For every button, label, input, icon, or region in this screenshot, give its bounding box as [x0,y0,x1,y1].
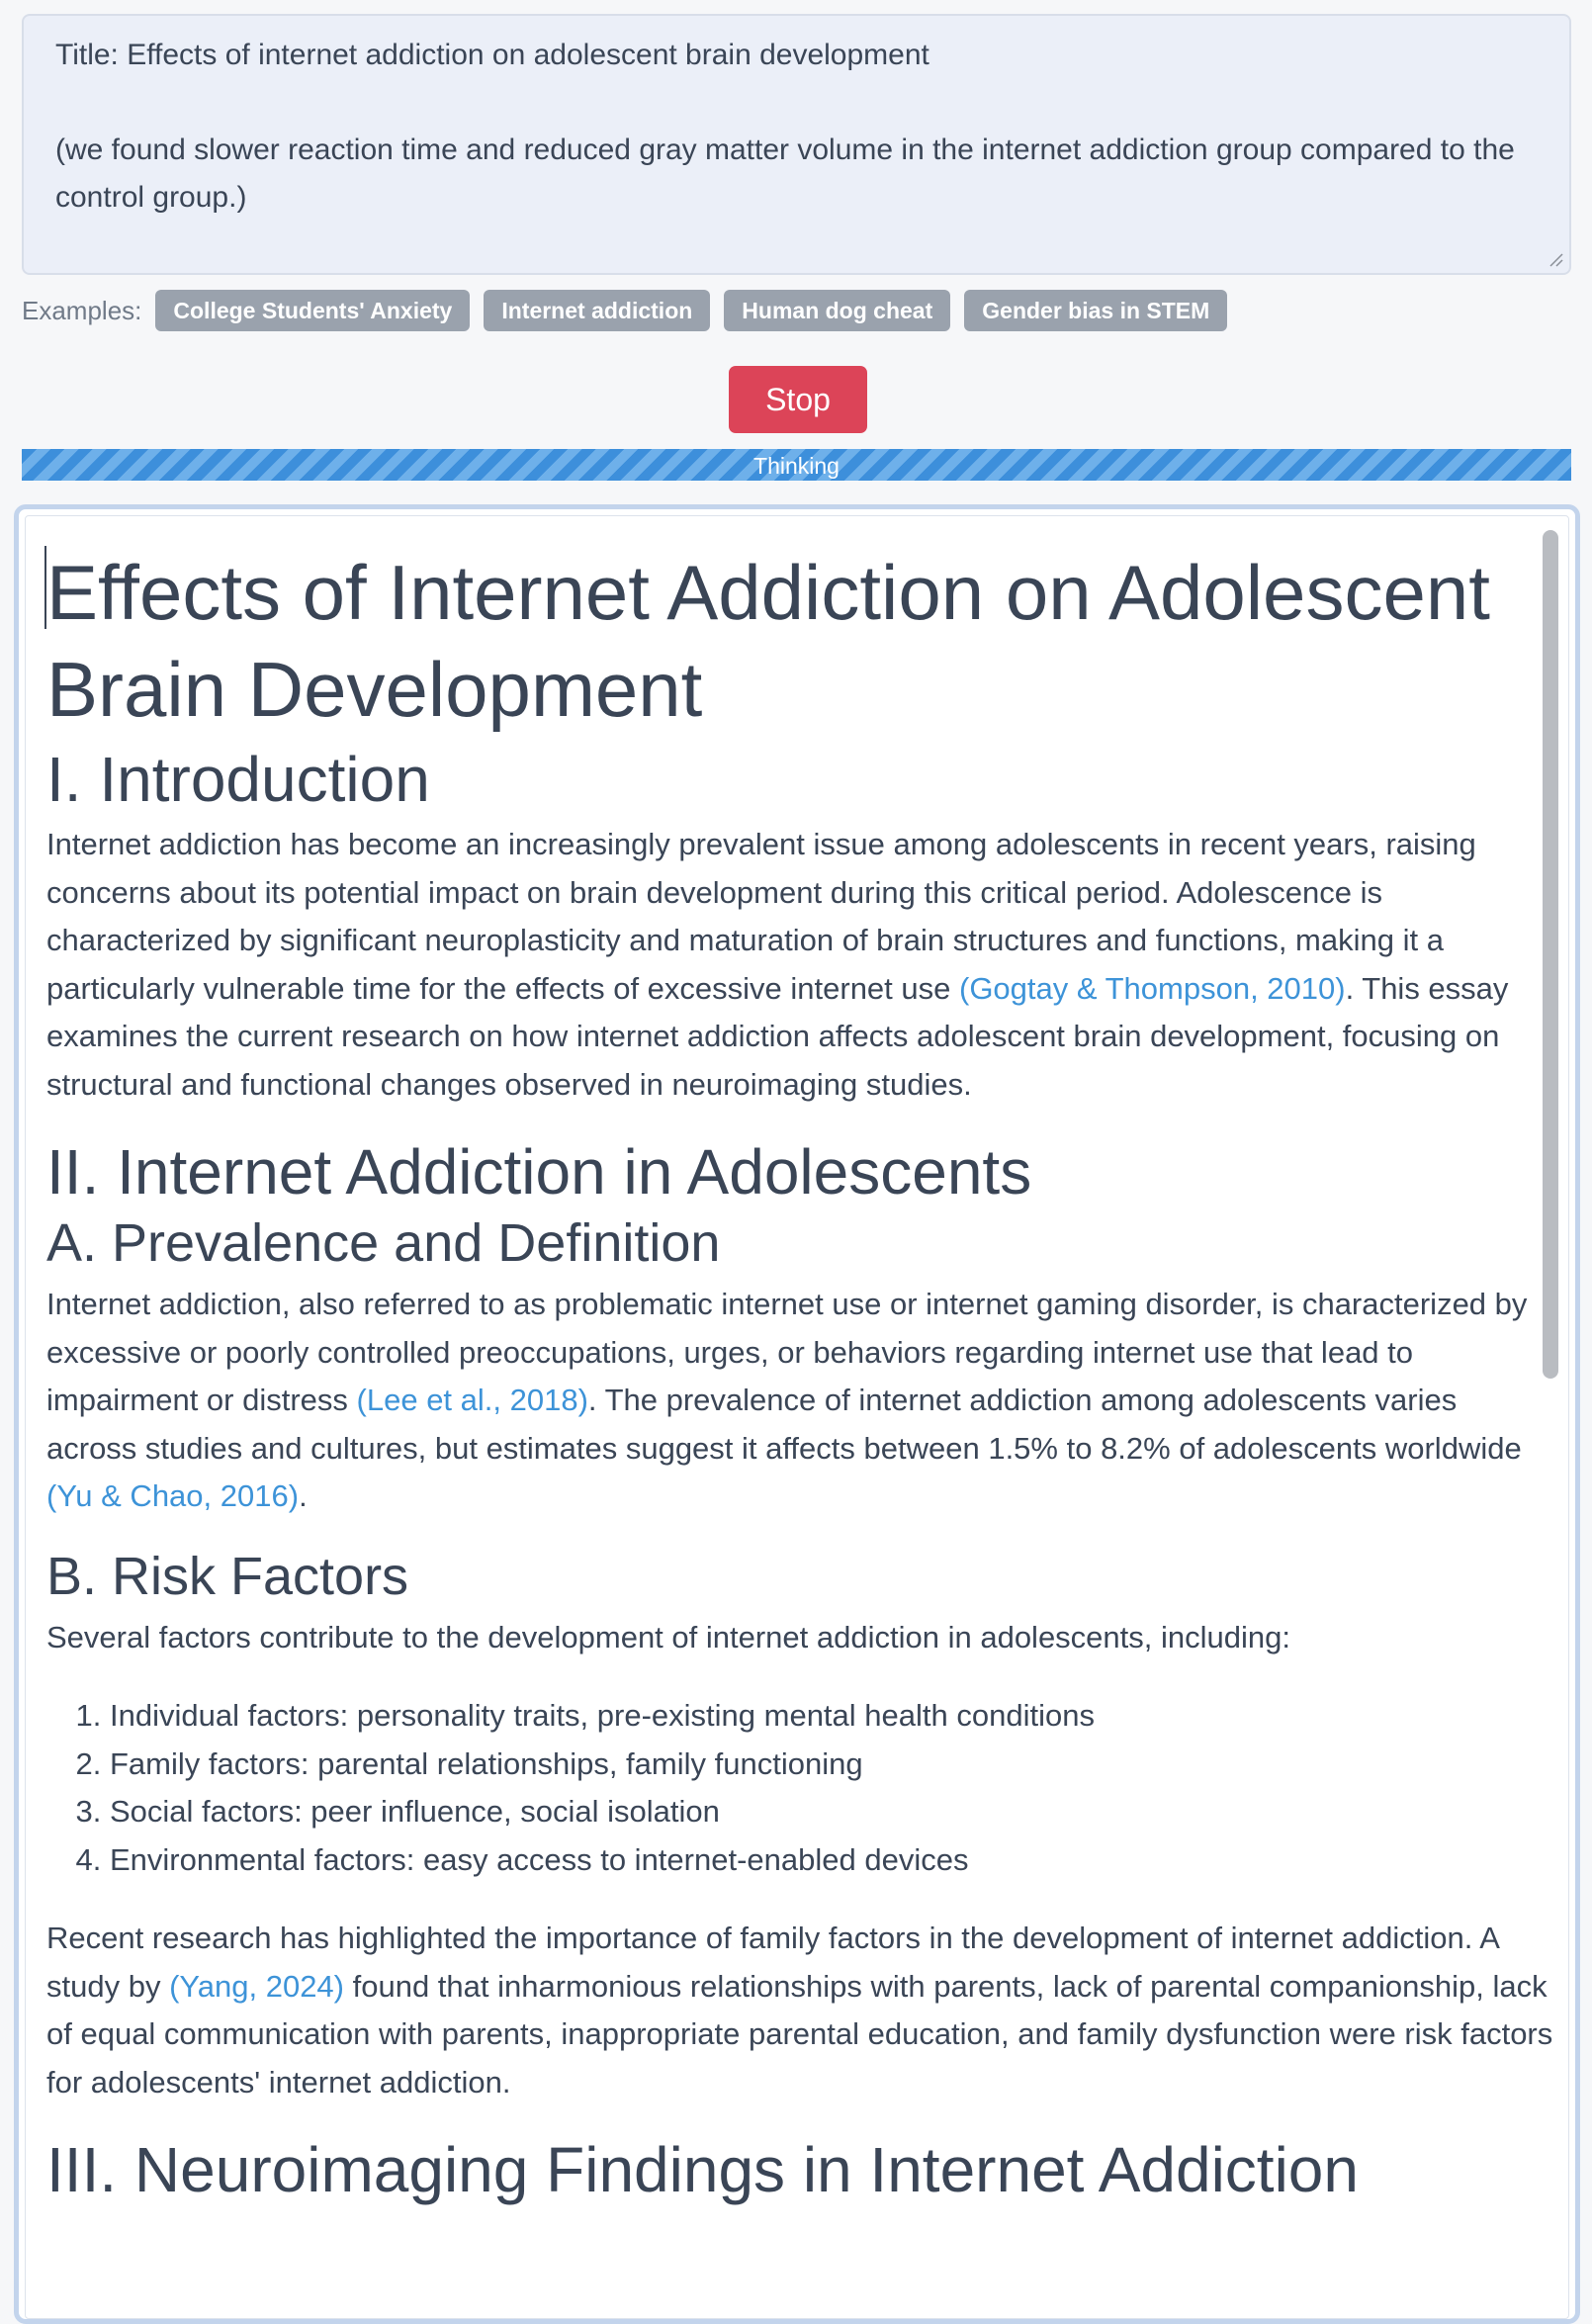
essay-title: Effects of Internet Addiction on Adolescent Brain Development [46,549,1490,733]
risk-intro: Several factors contribute to the development of internet addiction in adolescents, including: [46,1619,1290,1654]
list-item: 4. Environmental factors: easy access to internet-enabled devices [110,1836,1554,1885]
prevalence-text-1: Internet addiction, also referred to as problematic internet use or internet gaming disorder, is characterized by excessive or poorly controlled preoccupations, urges, or behaviors regarding internet use that lead to impairment or distress [46,1287,1528,1417]
intro-text-2: . This essay examines the current research on how internet addiction affects adolescent brain development, focusing on structural and functional changes observed in neuroimaging studies. [46,970,1509,1102]
examples-bar [22,289,1227,332]
intro-paragraph [46,821,1554,1109]
family-text-2: found that inharmonious relationships with parents, lack of parental companionship, lack of equal communication with parents, inappropriate parental education, and family dysfunction were risk factors for adolescents' internet addiction. [46,1968,1553,2100]
risk-factor-list [46,1692,1554,1884]
prevalence-text-2: . The prevalence of internet addiction among adolescents varies across studies and cultures, but estimates suggest it affects between 1.5% to 8.2% of adolescents worldwide [46,1383,1522,1466]
prevalence-paragraph [46,1281,1554,1521]
citation-yang-2024[interactable]: (Yang, 2024) [169,1968,344,2004]
examples-label: Examples: [22,295,142,325]
intro-text-1: Internet addiction has become an increasingly prevalent issue among adolescents in recent years, raising concerns about its potential impact on brain development during this critical period. Adolescence is characterized by significant neuroplasticity and maturation of brain structures and functions, making it a particularly vulnerable time for the effects of excessive internet use [46,827,1476,1006]
prompt-textarea[interactable] [22,14,1571,275]
section-heading-neuroimaging: III. Neuroimaging Findings in Internet Addiction [46,2134,1359,2205]
prompt-title-line: Title: Effects of internet addiction on adolescent brain development [55,39,929,71]
prompt-note-line: (we found slower reaction time and reduced gray matter volume in the internet addiction group compared to the control group.) [55,134,1515,214]
citation-yu-chao[interactable]: (Yu & Chao, 2016) [46,1478,300,1513]
scrollbar-thumb[interactable] [1543,530,1558,1379]
editor-scrollbar[interactable] [1543,530,1558,2319]
editor-content-area[interactable] [25,515,1569,2319]
subheading-prevalence: A. Prevalence and Definition [46,1213,721,1273]
citation-lee-2018[interactable]: (Lee et al., 2018) [356,1383,588,1417]
resize-handle-icon[interactable] [1548,251,1563,267]
example-chip-human-dog-cheat[interactable]: Human dog cheat [724,290,950,331]
section-heading-internet-addiction: II. Internet Addiction in Adolescents [46,1136,1032,1207]
stop-button[interactable]: Stop [729,366,867,433]
progress-label: Thinking [753,453,840,479]
section-heading-introduction: I. Introduction [46,744,430,815]
subheading-risk-factors: B. Risk Factors [46,1546,409,1606]
example-chip-gender-bias[interactable]: Gender bias in STEM [964,290,1227,331]
example-chip-college-anxiety[interactable]: College Students' Anxiety [155,290,470,331]
family-text-1: Recent research has highlighted the importance of family factors in the development of internet addiction. A study by [46,1921,1499,2004]
thinking-progress-bar [22,449,1571,481]
family-paragraph [46,1915,1554,2106]
essay-document [46,524,1554,2211]
list-item: 3. Social factors: peer influence, social isolation [110,1788,1554,1836]
example-chip-internet-addiction[interactable]: Internet addiction [484,290,710,331]
list-item: 2. Family factors: parental relationships, family functioning [110,1741,1554,1789]
citation-gogtay-thompson[interactable]: (Gogtay & Thompson, 2010) [959,970,1346,1006]
list-item: 1. Individual factors: personality traits, pre-existing mental health conditions [110,1692,1554,1741]
essay-editor[interactable] [14,504,1580,2324]
prevalence-text-3: . [299,1478,308,1513]
